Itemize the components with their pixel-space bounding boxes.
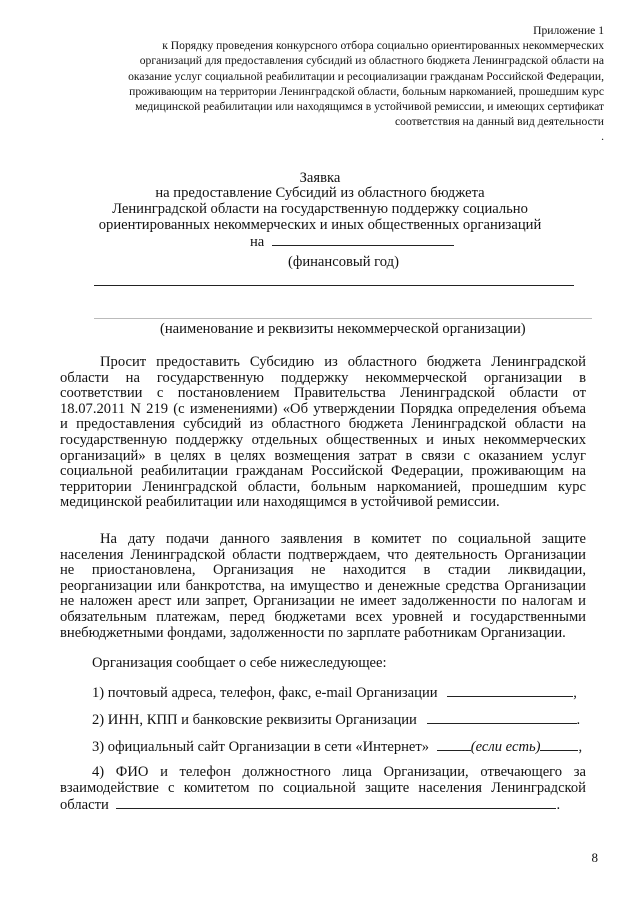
p2-line: не наложен арест или запрет, Организации не имеет задолженности по налогам и bbox=[60, 593, 586, 610]
p2-line: реорганизации или банкротства, на имущество и денежные средства Организации bbox=[60, 577, 586, 594]
page-number: 8 bbox=[591, 850, 598, 865]
p1-line: территории Ленинградской области, больным наркоманией, прошедшим курс bbox=[60, 478, 586, 495]
p1-line: области на государственную поддержку некоммерческой организации в bbox=[60, 369, 586, 386]
item-1-label: 1) почтовый адреса, телефон, факс, e-mail Организации bbox=[92, 685, 438, 701]
fin-year-caption: (финансовый год) bbox=[288, 254, 399, 270]
item-1-row bbox=[92, 684, 577, 702]
header-line-1: к Порядку проведения конкурсного отбора социально ориентированных некоммерческих bbox=[162, 39, 604, 53]
item-4-field[interactable] bbox=[116, 796, 556, 809]
p2-line: обязательным платежам, перед бюджетами всех уровней и государственными bbox=[60, 608, 586, 625]
item-4-end: . bbox=[556, 797, 561, 814]
org-caption: (наименование и реквизиты некоммерческой организации) bbox=[160, 321, 526, 337]
item-1-end: , bbox=[573, 685, 577, 701]
p1-line: социальной реабилитации гражданам Российской Федерации, проживающим на bbox=[60, 463, 586, 480]
item-3-end: , bbox=[578, 739, 583, 755]
p1-line: Просит предоставить Субсидию из областного бюджета Ленинградской bbox=[100, 354, 586, 370]
p2-line: На дату подачи данного заявления в комитет по социальной защите bbox=[100, 531, 586, 547]
item-1-field[interactable] bbox=[447, 684, 573, 697]
p1-line: 18.07.2011 N 219 (с изменениями) «Об утверждении Порядка определения объема bbox=[60, 400, 586, 417]
p2-line: населения Ленинградской области подтверждаем, что деятельность Организации bbox=[60, 546, 586, 563]
title-line-2: Ленинградской области на государственную поддержку социально bbox=[112, 201, 528, 217]
appendix-header bbox=[44, 23, 604, 145]
year-field[interactable] bbox=[272, 233, 454, 246]
p1-line: государственную поддержку отдельных общественных и иных некоммерческих bbox=[60, 431, 586, 448]
item-4-line-3-row bbox=[60, 796, 586, 814]
p1-line: медицинской реабилитации или находящимся в устойчивой ремиссии. bbox=[60, 494, 500, 511]
org-name-line-1[interactable] bbox=[94, 285, 574, 286]
item-3-label: 3) официальный сайт Организации в сети «Интернет» bbox=[92, 739, 430, 755]
reports-heading: Организация сообщает о себе нижеследующее: bbox=[92, 655, 387, 671]
item-3-field-before[interactable] bbox=[437, 738, 471, 751]
p1-line: и предоставления субсидий из областного бюджета Ленинградской области на bbox=[60, 416, 586, 433]
title-line-1: на предоставление Субсидий из областного бюджета bbox=[155, 185, 485, 201]
paragraph-confirmation bbox=[60, 532, 586, 641]
na-label: на bbox=[250, 234, 265, 250]
item-3-italic-note: (если есть) bbox=[470, 739, 541, 755]
item-2-row bbox=[92, 711, 580, 729]
p2-line: не приостановлена, Организация не находится в стадии ликвидации, bbox=[60, 562, 586, 579]
item-3-row bbox=[92, 738, 582, 756]
org-name-line-2[interactable] bbox=[94, 318, 592, 319]
paragraph-request bbox=[60, 355, 586, 511]
item-4-block bbox=[60, 765, 586, 814]
item-4-line-1: 4) ФИО и телефон должностного лица Организации, отвечающего за bbox=[92, 764, 586, 780]
header-line-5: медицинской реабилитации или находящимся в устойчивой ремиссии, и имеющих сертификат bbox=[135, 100, 604, 114]
item-3-field-after[interactable] bbox=[540, 738, 578, 751]
p1-line: соответствии с постановлением Правительства Ленинградской области от bbox=[60, 385, 586, 402]
item-2-end: . bbox=[576, 712, 581, 728]
item-4-line-2: взаимодействие с комитетом по социальной защите населения Ленинградской bbox=[60, 779, 586, 796]
item-2-field[interactable] bbox=[427, 711, 577, 724]
p2-line: внебюджетными фондами, задолженности по зарплате работникам Организации. bbox=[60, 624, 566, 641]
item-2-label: 2) ИНН, КПП и банковские реквизиты Организации bbox=[92, 712, 417, 728]
title-line-3: ориентированных некоммерческих и иных общественных организаций bbox=[98, 217, 542, 233]
appendix-number: Приложение 1 bbox=[533, 24, 604, 37]
header-line-2: организаций для предоставления субсидий из областного бюджета Ленинградской области на bbox=[139, 54, 604, 68]
title-word: Заявка bbox=[299, 170, 341, 186]
p1-line: организаций» в целях в целях возмещения затрат в связи с оказанием услуг bbox=[60, 447, 586, 464]
header-line-6: соответствия на данный вид деятельности bbox=[395, 115, 604, 129]
header-dot: . bbox=[601, 130, 604, 144]
header-line-3: оказание услуг социальной реабилитации и ресоциализации гражданам Российской Федерации, bbox=[128, 69, 604, 83]
header-line-4: проживающим на территории Ленинградской области, больным наркоманией, прошедшим курс bbox=[129, 84, 604, 98]
item-4-line-3: области bbox=[60, 797, 109, 814]
year-row bbox=[250, 233, 454, 251]
